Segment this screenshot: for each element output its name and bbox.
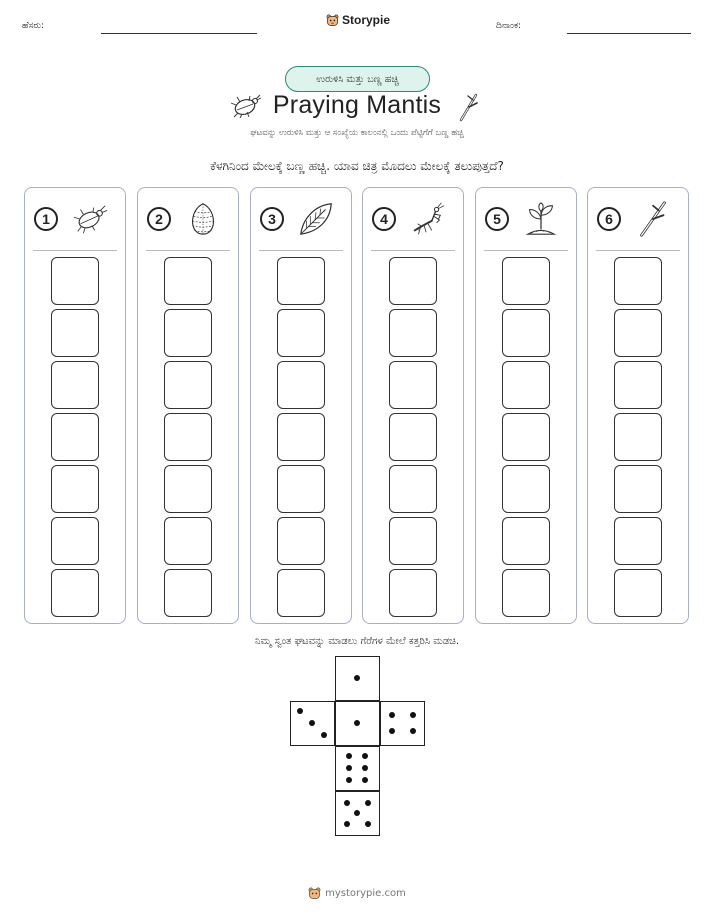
footer-url: mystorypie.com [325, 888, 406, 899]
die-face-6 [335, 746, 380, 791]
die-pip [344, 821, 350, 827]
color-box[interactable] [502, 517, 550, 565]
die-face-1 [335, 656, 380, 701]
color-box[interactable] [164, 309, 212, 357]
color-box[interactable] [277, 465, 325, 513]
page-title: Praying Mantis [272, 91, 442, 119]
column-number-badge [260, 207, 284, 231]
die-pip [365, 821, 371, 827]
column-number-badge [372, 207, 396, 231]
color-box[interactable] [164, 517, 212, 565]
column-number-badge [597, 207, 621, 231]
column-divider [484, 250, 568, 251]
color-box[interactable] [277, 569, 325, 617]
twig-title-icon [456, 92, 482, 122]
color-boxes [51, 257, 99, 621]
color-box[interactable] [502, 361, 550, 409]
column-number: 3 [268, 211, 276, 227]
die-pip [346, 765, 352, 771]
die-pip [354, 810, 360, 816]
picture-column-1 [24, 187, 126, 624]
die-pip [346, 753, 352, 759]
color-box[interactable] [502, 569, 550, 617]
picture-column-4 [362, 187, 464, 624]
name-label: ಹೆಸರು: [22, 21, 45, 31]
die-pip [389, 728, 395, 734]
column-header [251, 188, 351, 250]
color-box[interactable] [389, 361, 437, 409]
column-number-badge [147, 207, 171, 231]
column-header [25, 188, 125, 250]
die-pip [362, 753, 368, 759]
brand-name: Storypie [342, 13, 391, 27]
column-divider [259, 250, 343, 251]
color-box[interactable] [164, 465, 212, 513]
mantis-icon [409, 200, 447, 238]
die-pip [389, 712, 395, 718]
color-boxes [277, 257, 325, 621]
leaf-icon [297, 200, 335, 238]
column-number-badge [485, 207, 509, 231]
cut-instruction: ನಿಮ್ಮ ಸ್ವಂತ ಘಟವನ್ನು ಮಾಡಲು ಗೆರೆಗಳ ಮೇಲೆ ಕತ್ತರಿಸಿ ಮಡಚಿ. [254, 636, 460, 647]
die-pip [354, 675, 360, 681]
color-box[interactable] [277, 413, 325, 461]
sprout-icon [522, 200, 560, 238]
die-pip [365, 800, 371, 806]
color-box[interactable] [277, 309, 325, 357]
column-number: 1 [42, 211, 50, 227]
twig-icon [634, 200, 672, 238]
color-box[interactable] [164, 569, 212, 617]
color-box[interactable] [51, 569, 99, 617]
color-box[interactable] [164, 257, 212, 305]
die-face-5 [335, 791, 380, 836]
color-box[interactable] [51, 309, 99, 357]
column-number: 4 [380, 211, 388, 227]
die-pip [362, 765, 368, 771]
color-box[interactable] [614, 361, 662, 409]
color-box[interactable] [502, 413, 550, 461]
beetle-icon [71, 200, 109, 238]
date-line [567, 33, 691, 34]
die-pip [346, 777, 352, 783]
color-box[interactable] [389, 569, 437, 617]
instructions-text: ಘಟವನ್ನು ಉರುಳಿಸಿ ಮತ್ತು ಆ ಸಂಖ್ಯೆಯ ಕಾಲಂನಲ್ಲಿ ಒಂದು ಪೆಟ್ಟಿಗೆಗೆ ಬಣ್ಣ ಹಚ್ಚಿ [250, 128, 464, 138]
name-line [101, 33, 257, 34]
die-pip [410, 728, 416, 734]
color-box[interactable] [164, 413, 212, 461]
column-header [363, 188, 463, 250]
date-label: ದಿನಾಂಕ: [496, 21, 522, 31]
egg-case-icon [184, 200, 222, 238]
color-box[interactable] [51, 361, 99, 409]
footer [0, 887, 714, 900]
column-divider [371, 250, 455, 251]
color-box[interactable] [614, 257, 662, 305]
color-box[interactable] [51, 517, 99, 565]
column-divider [596, 250, 680, 251]
color-box[interactable] [277, 361, 325, 409]
column-number: 2 [155, 211, 163, 227]
die-face-3 [290, 701, 335, 746]
color-box[interactable] [502, 465, 550, 513]
storypie-logo-icon [326, 14, 339, 27]
picture-column-6 [587, 187, 689, 624]
color-box[interactable] [502, 309, 550, 357]
color-box[interactable] [389, 413, 437, 461]
column-divider [146, 250, 230, 251]
die-pip [410, 712, 416, 718]
die-face-4 [380, 701, 425, 746]
activity-type-pill [285, 66, 430, 92]
column-header [138, 188, 238, 250]
color-boxes [614, 257, 662, 621]
color-boxes [164, 257, 212, 621]
color-boxes [502, 257, 550, 621]
die-pip [344, 800, 350, 806]
color-box[interactable] [51, 257, 99, 305]
question-text: ಕೆಳಗಿನಿಂದ ಮೇಲಕ್ಕೆ ಬಣ್ಣ ಹಚ್ಚಿ. ಯಾವ ಚಿತ್ರ ಮೊದಲು ಮೇಲಕ್ಕೆ ತಲುಪುತ್ತದೆ? [210, 159, 504, 173]
picture-column-3 [250, 187, 352, 624]
die-pip [362, 777, 368, 783]
storypie-footer-logo-icon [308, 887, 321, 900]
color-box[interactable] [389, 257, 437, 305]
column-number: 5 [493, 211, 501, 227]
color-box[interactable] [614, 569, 662, 617]
color-box[interactable] [614, 309, 662, 357]
picture-column-2 [137, 187, 239, 624]
column-number-badge [34, 207, 58, 231]
picture-column-5 [475, 187, 577, 624]
die-pip [321, 732, 327, 738]
color-box[interactable] [277, 257, 325, 305]
color-box[interactable] [164, 361, 212, 409]
column-number: 6 [605, 211, 613, 227]
color-boxes [389, 257, 437, 621]
column-header [476, 188, 576, 250]
color-box[interactable] [389, 517, 437, 565]
color-box[interactable] [614, 517, 662, 565]
die-pip [354, 720, 360, 726]
die-pip [297, 708, 303, 714]
color-box[interactable] [614, 413, 662, 461]
die-pip [309, 720, 315, 726]
column-divider [33, 250, 117, 251]
color-box[interactable] [502, 257, 550, 305]
die-face-1 [335, 701, 380, 746]
color-box[interactable] [51, 465, 99, 513]
color-box[interactable] [614, 465, 662, 513]
brand [326, 13, 390, 27]
color-box[interactable] [277, 517, 325, 565]
color-box[interactable] [389, 309, 437, 357]
color-box[interactable] [51, 413, 99, 461]
activity-type-text: ಉರುಳಿಸಿ ಮತ್ತು ಬಣ್ಣ ಹಚ್ಚಿ [316, 73, 399, 85]
color-box[interactable] [389, 465, 437, 513]
column-header [588, 188, 688, 250]
